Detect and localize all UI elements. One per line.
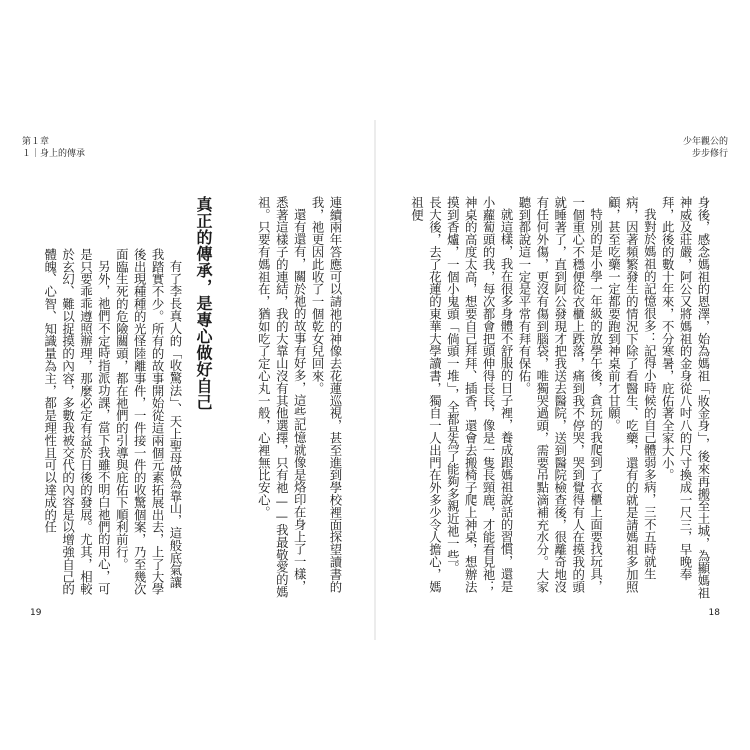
page-number-right: 18 bbox=[708, 608, 720, 618]
right-page-body bbox=[390, 196, 712, 601]
paragraph: 長大後，去了花蓮的東華大學讀書，獨自一人出門在外多少令人擔心，媽祖便 bbox=[409, 196, 443, 593]
book-title-line2: 步步修行 bbox=[691, 149, 728, 159]
section-heading: 真正的傳承，是專心做好自己 bbox=[194, 196, 213, 411]
paragraph: 特別的是小學一年級的放學午後，貪玩的我爬到了衣櫃上面要找玩具，一個重心不穩便從衣櫃上跌落，痛到我不停哭，哭到覺得有人在摸我的頭就睡著了，直到阿公發現才把我送去醫院，送到醫院檢查後，很離奇地沒有任何外傷，更沒有傷到腦袋，唯獨哭過頭，需要吊點滴補充水分。大家聽到都說這一定是平常有拜有保佑。 bbox=[516, 196, 604, 593]
paragraph: 就這樣，我在很多身體不舒服的日子裡，養成跟媽祖說話的習慣，還是小蘿蔔頭的我，每次都會把頭伸得長長，像是一隻長頸鹿，才能看見祂；神桌的高度太高，想要自己拜拜、插香，還會去搬椅子爬上神桌，想辦法摸到香爐，一個小鬼頭「倘頭一堆」，全都是為了能夠多親近祂一些。 bbox=[445, 196, 515, 593]
page-number-left: 19 bbox=[30, 608, 42, 618]
left-page-body-bottom bbox=[40, 248, 184, 601]
left-page-body-top bbox=[232, 196, 344, 601]
running-header-right bbox=[683, 136, 728, 160]
paragraph: 連續兩年答應可以請祂的神像去花蓮巡視，甚至進到學校裡面探望讀書的我，祂更因此收了一個乾女兒回來。 bbox=[310, 196, 343, 593]
paragraph: 還有還有，關於祂的故事有好多，這些記憶就像是烙印在身上了一樣，悉著這樣子的連結，我的大靠山沒有其他選擇，只有祂——我最敬愛的媽祖。只要有媽祖在，猶如吃了定心丸一般，心裡無比安心。 bbox=[256, 196, 308, 598]
paragraph: 我對於媽祖的記憶很多：記得小時候的自己體弱多病，三不五時就生病，因著頻繁發生的情況下除了看醫生、吃藥，還有的就是請媽祖多加照顧，甚至吃藥一定都要跑到神桌前才甘願。 bbox=[606, 196, 658, 593]
section-label: １｜身上的傳承 bbox=[22, 149, 86, 159]
paragraph: 另外，祂們不定時指派功課，當下我雖不明白祂們的用心，可是只要乖乖遵照辦理，那麼必定有益於日後的發展。尤其，相較於玄幻、難以捉摸的內容，多數我被交代的內容是以增強自己的體魄、心智、知識量為主，都是理性且可以達成的任 bbox=[42, 248, 112, 596]
page-gutter bbox=[374, 120, 376, 640]
paragraph: 有了李長真人的「收驚法」、天上聖母做為靠山，這般底氣讓我踏實不少。所有的故事開始從這兩個元素拓展出去，上了大學後出現種種的光怪陸離事件，一件接一件的收驚個案，乃至幾次面臨生死的危險關頭，都在祂們的引導與庇佑下順利前行。 bbox=[114, 248, 183, 596]
paragraph: 身後，感念媽祖的恩澤，始為媽祖「妝金身」，後來再搬至土城，為顯媽祖神威及莊嚴，阿公又將媽祖的金身從八吋八的尺寸換成一尺三，早晚奉拜，此後的數十年來，不分寒暑，庇佑著全家大小。 bbox=[660, 196, 711, 599]
chapter-label: 第１章 bbox=[22, 137, 50, 147]
book-title-line1: 少年觀公的 bbox=[682, 137, 728, 147]
running-header-left bbox=[22, 136, 85, 160]
